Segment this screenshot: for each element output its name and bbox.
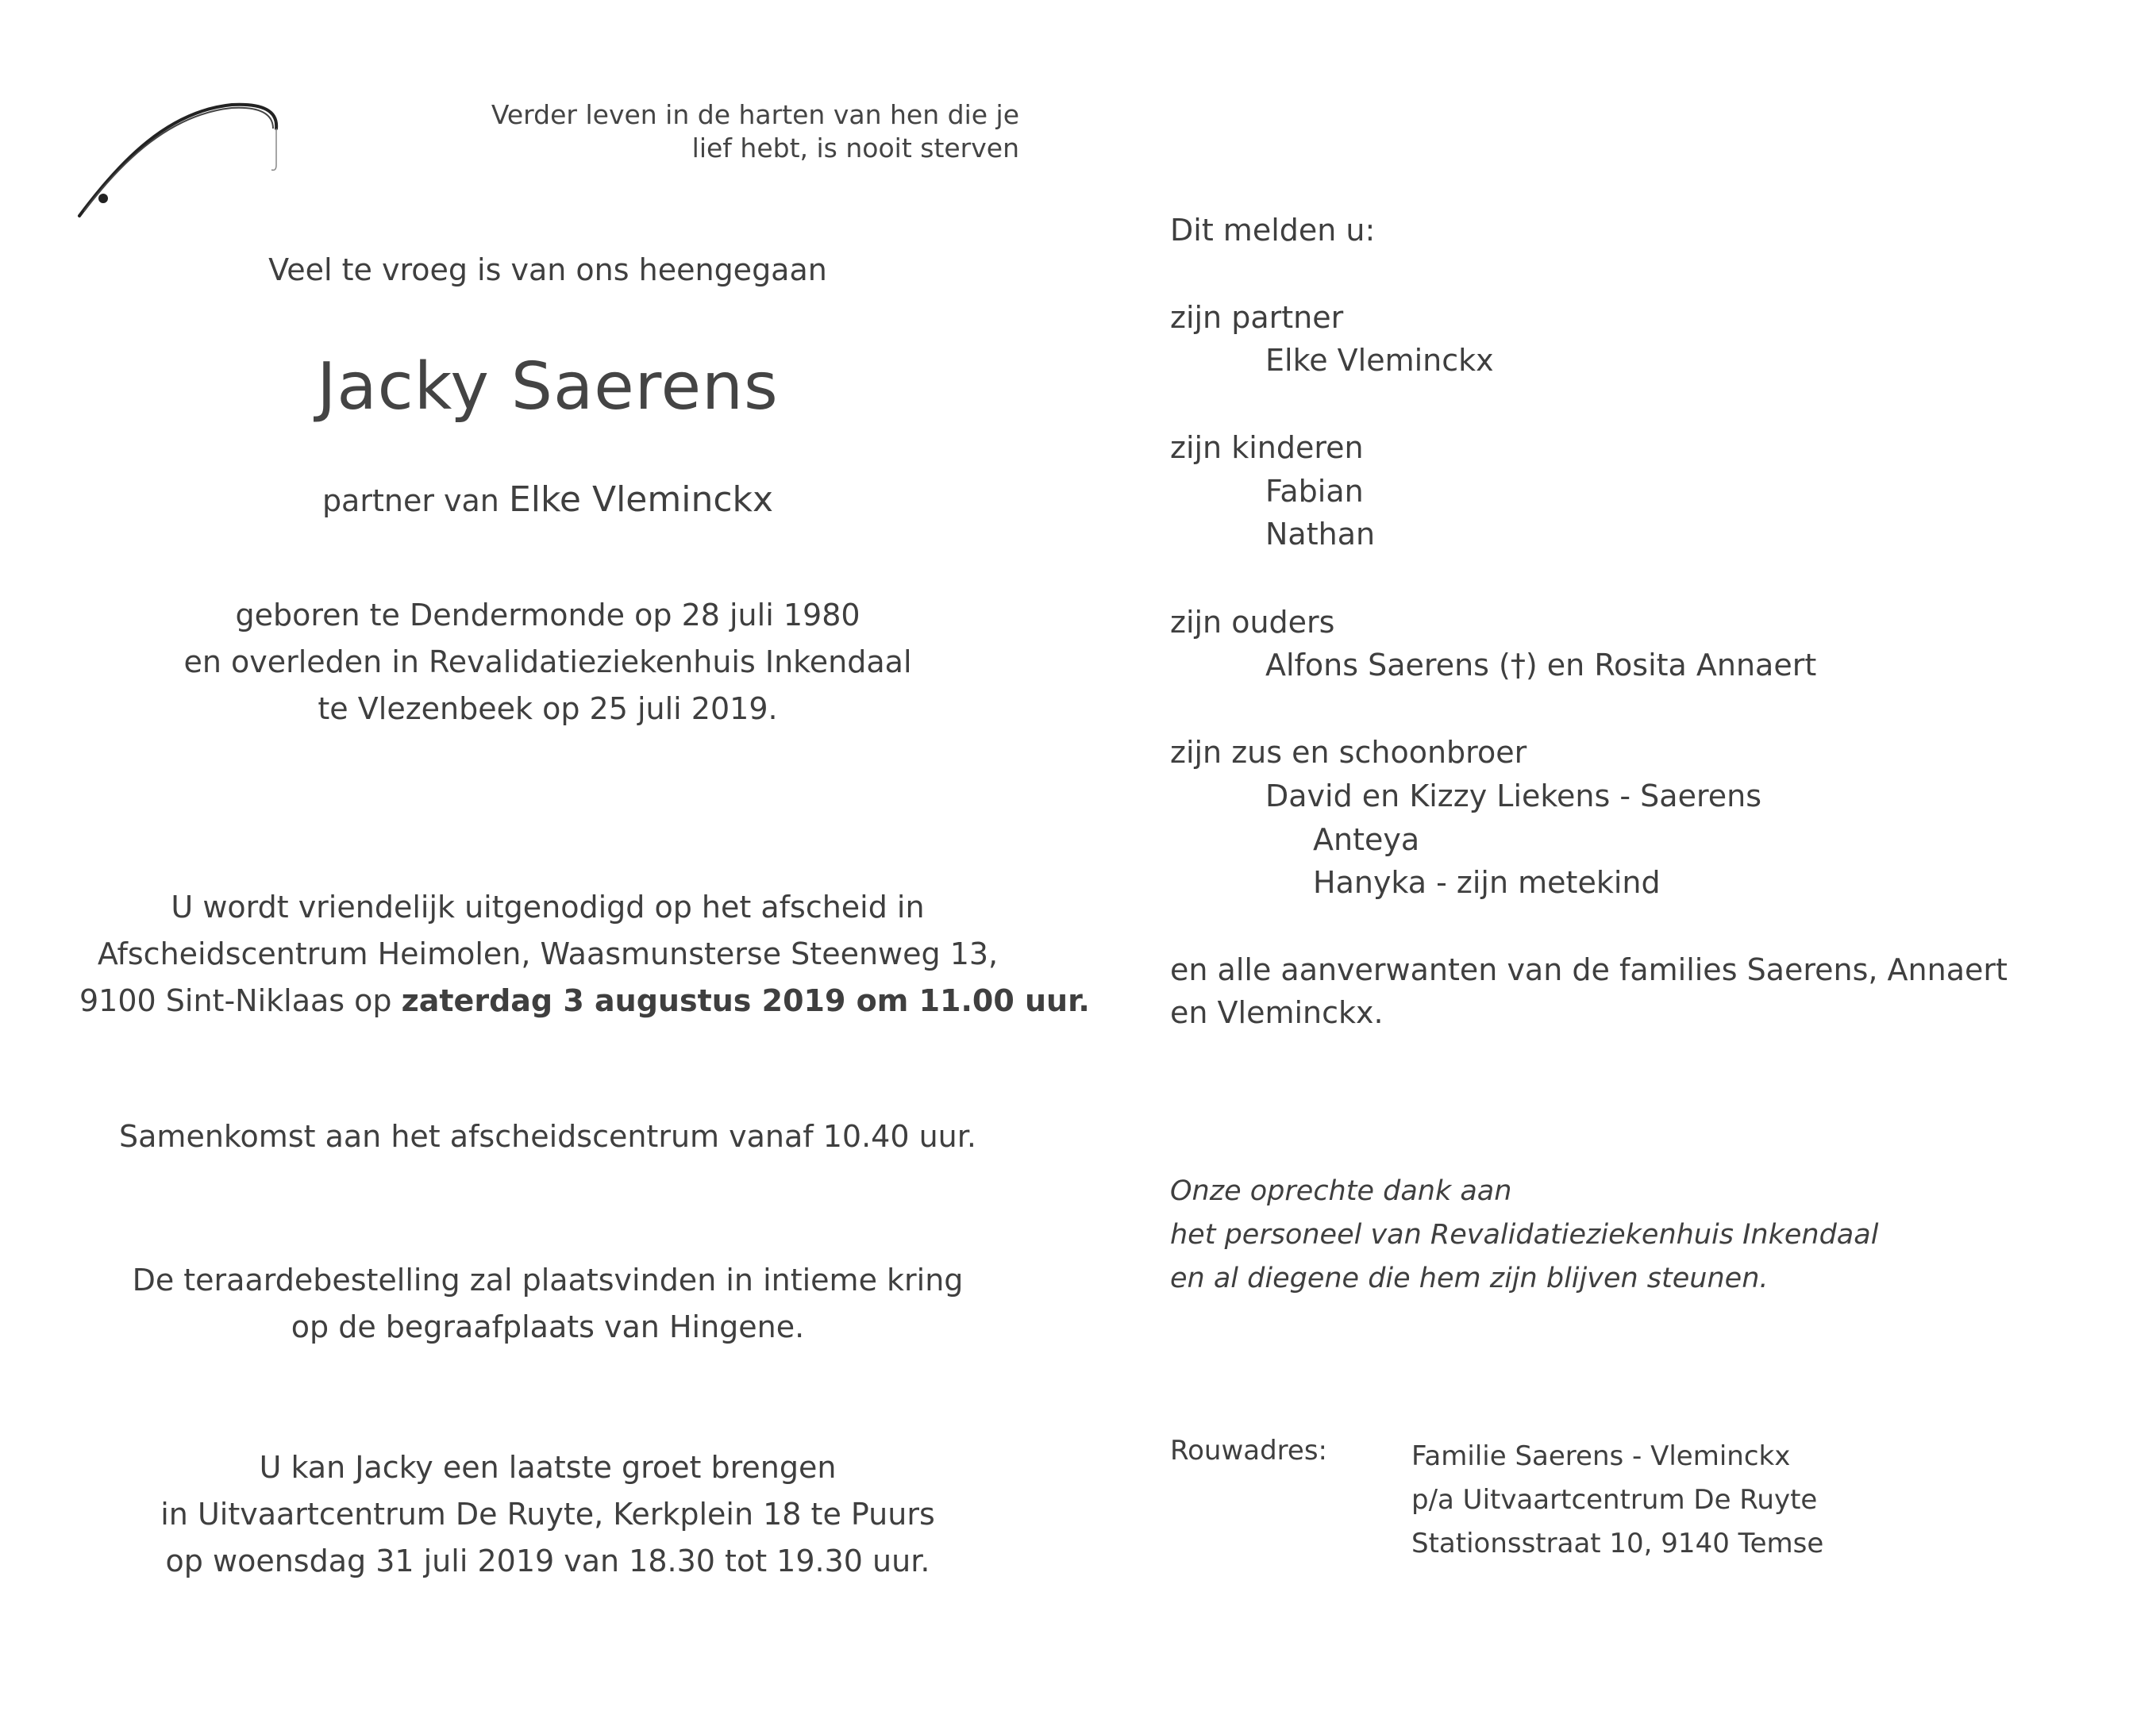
- family-heading: Dit melden u:: [1170, 213, 1376, 248]
- address-line: Familie Saerens - Vleminckx: [1411, 1440, 1791, 1472]
- address-line: p/a Uitvaartcentrum De Ruyte: [1411, 1484, 1818, 1516]
- quote-line-2: lief hebt, is nooit sterven: [691, 133, 1019, 163]
- invite-line: U wordt vriendelijk uitgenodigd op het afscheid in: [171, 890, 925, 925]
- children-label: zijn kinderen: [1170, 430, 1364, 465]
- intro-text: Veel te vroeg is van ons heengegaan: [268, 252, 827, 287]
- fishing-rod-icon: [73, 97, 295, 224]
- thanks-line: en al diegene die hem zijn blijven steunen.: [1170, 1263, 1769, 1294]
- invite-line: [79, 978, 1090, 1025]
- visitation-info: [95, 1444, 1000, 1585]
- birth-line: en overleden in Revalidatieziekenhuis Inkendaal: [183, 644, 912, 679]
- partner-line: [95, 479, 1000, 520]
- visit-line: op woensdag 31 juli 2019 van 18.30 tot 19.30 uur.: [165, 1544, 930, 1578]
- birth-line: te Vlezenbeek op 25 juli 2019.: [318, 691, 778, 726]
- visit-line: in Uitvaartcentrum De Ruyte, Kerkplein 18 te Puurs: [160, 1497, 935, 1532]
- mourning-address: [1411, 1435, 1823, 1566]
- birth-death-info: [95, 592, 1000, 732]
- burial-line: De teraardebestelling zal plaatsvinden in intieme kring: [132, 1263, 964, 1298]
- sibling-label: zijn zus en schoonbroer: [1170, 735, 1527, 770]
- mourning-address-label: Rouwadres:: [1170, 1435, 1327, 1467]
- partner-label: zijn partner: [1170, 300, 1344, 335]
- child-name: Nathan: [1265, 517, 1376, 552]
- grandchild-name: Hanyka - zijn metekind: [1313, 865, 1661, 900]
- thanks-line: het personeel van Revalidatieziekenhuis Inkendaal: [1170, 1219, 1879, 1251]
- birth-line: geboren te Dendermonde op 28 juli 1980: [235, 598, 860, 632]
- relatives-line: en Vleminckx.: [1170, 995, 1384, 1030]
- thanks-note: [1170, 1170, 1878, 1301]
- visit-line: U kan Jacky een laatste groet brengen: [259, 1450, 837, 1485]
- family-partner: Elke Vleminckx: [1265, 343, 1494, 378]
- child-name: Fabian: [1265, 474, 1364, 509]
- deceased-name: Jacky Saerens: [317, 349, 779, 425]
- sibling-names: David en Kizzy Liekens - Saerens: [1265, 779, 1761, 813]
- gathering-info: Samenkomst aan het afscheidscentrum vanaf 10.40 uur.: [119, 1119, 976, 1154]
- quote: [416, 98, 1019, 165]
- parents-names: Alfons Saerens (†) en Rosita Annaert: [1265, 648, 1817, 682]
- partner-name: Elke Vleminckx: [508, 479, 774, 520]
- ceremony-invitation: [79, 884, 1090, 1025]
- partner-prefix: partner van: [321, 483, 499, 518]
- relatives-line: en alle aanverwanten van de families Saerens, Annaert: [1170, 952, 2008, 987]
- family-list: [1170, 0, 2123, 1111]
- address-line: Stationsstraat 10, 9140 Temse: [1411, 1528, 1824, 1559]
- burial-line: op de begraafplaats van Hingene.: [291, 1309, 805, 1344]
- grandchild-name: Anteya: [1313, 822, 1420, 857]
- burial-info: [95, 1257, 1000, 1351]
- quote-line-1: Verder leven in de harten van hen die je: [491, 99, 1019, 130]
- ceremony-date: zaterdag 3 augustus 2019 om 11.00 uur.: [401, 983, 1090, 1018]
- thanks-line: Onze oprechte dank aan: [1170, 1175, 1512, 1207]
- parents-label: zijn ouders: [1170, 605, 1335, 640]
- invite-line: Afscheidscentrum Heimolen, Waasmunsterse Steenweg 13,: [97, 936, 999, 971]
- invite-line-prefix: 9100 Sint-Niklaas op: [79, 983, 392, 1018]
